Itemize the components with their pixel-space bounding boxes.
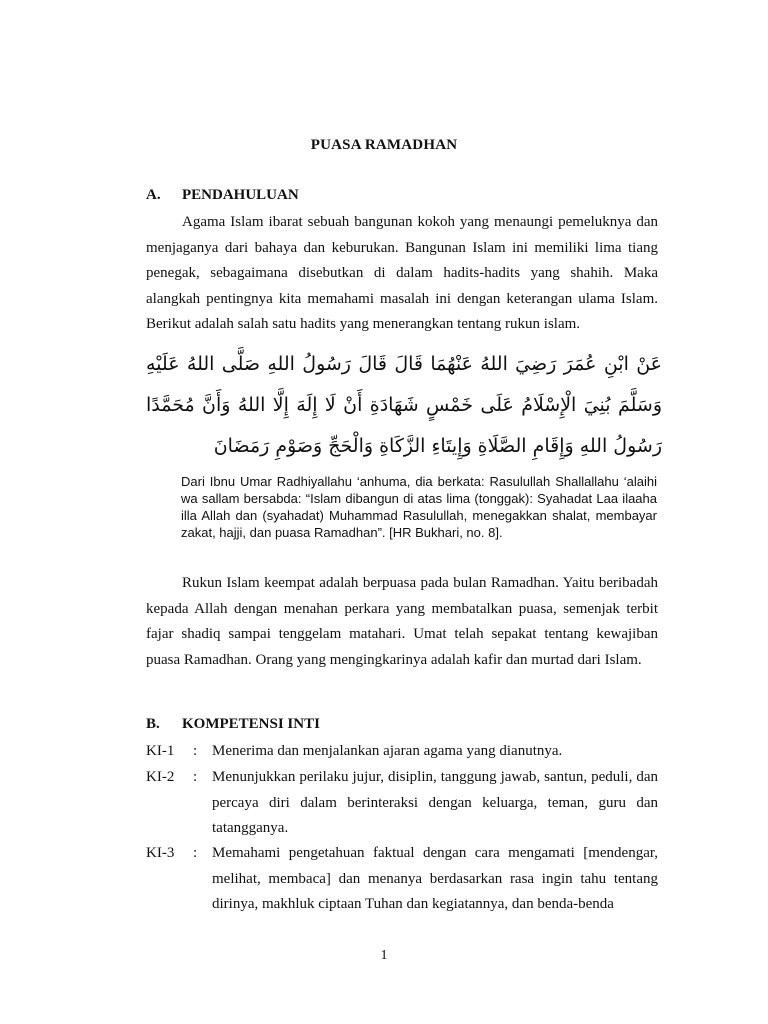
section-b-heading <box>146 716 320 733</box>
ki-text: Memahami pengetahuan faktual dengan cara mengamati [mendengar, melihat, membaca] dan menanya berdasarkan rasa ingin tahu tentang dirinya, makhluk ciptaan Tuhan dan kegiatannya, dan benda-benda <box>212 845 658 912</box>
ki-separator: : <box>193 743 198 759</box>
ki-separator: : <box>193 845 198 861</box>
page-title: PUASA RAMADHAN <box>310 137 458 153</box>
section-a-title: PENDAHULUAN <box>182 187 299 203</box>
ki-text: Menunjukkan perilaku jujur, disiplin, tanggung jawab, santun, peduli, dan percaya diri dalam berinteraksi dengan keluarga, teman, guru dan tatangganya. <box>212 769 658 836</box>
hadith-translation: Dari Ibnu Umar Radhiyallahu ‘anhuma, dia berkata: Rasulullah Shallallahu ‘alaihi wa sallam bersabda: “Islam dibangun di atas lima (tonggak): Syahadat Laa ilaaha illa Allah dan (syahadat) Muhammad Rasulullah, menegakkan shalat, membayar zakat, hajji, dan puasa Ramadhan”. [HR Bukhari, no. 8]. <box>181 474 657 540</box>
section-b-number: B. <box>146 716 160 732</box>
ki-text: Menerima dan menjalankan ajaran agama yang dianutnya. <box>212 743 563 759</box>
section-a-heading <box>146 187 299 204</box>
ki-code: KI-1 <box>146 743 175 759</box>
rukun-paragraph: Rukun Islam keempat adalah berpuasa pada bulan Ramadhan. Yaitu beribadah kepada Allah dengan menahan perkara yang membatalkan puasa, semenjak terbit fajar shadiq sampai tenggelam matahari. Umat telah sepakat tentang kewajiban puasa Ramadhan. Orang yang mengingkarinya adalah kafir dan murtad dari Islam. <box>146 575 658 668</box>
ki-code: KI-2 <box>146 769 175 785</box>
ki-separator: : <box>193 769 198 785</box>
section-b-title: KOMPETENSI INTI <box>182 716 320 732</box>
arabic-hadith: عَنْ ابْنِ عُمَرَ رَضِيَ اللهُ عَنْهُمَا قَالَ قَالَ رَسُولُ اللهِ صَلَّى اللهُ عَلَيْهِ وَسَلَّمَ بُنِيَ الْإِسْلَامُ عَلَى خَمْسٍ شَهَادَةِ أَنْ لَا إِلَهَ إِلَّا اللهُ وَأَنَّ مُحَمَّدًا رَسُولُ اللهِ وَإِقَامِ الصَّلَاةِ وَإِيتَاءِ الزَّكَاةِ وَالْحَجِّ وَصَوْمِ رَمَضَانَ <box>146 353 662 457</box>
intro-paragraph: Agama Islam ibarat sebuah bangunan kokoh yang menaungi pemeluknya dan menjaganya dari bahaya dan keburukan. Bangunan Islam ini memiliki lima tiang penegak, sebagaimana disebutkan di dalam hadits-hadits yang shahih. Maka alangkah pentingnya kita memahami masalah ini dengan keterangan ulama Islam. Berikut adalah salah satu hadits yang menerangkan tentang rukun islam. <box>146 214 658 332</box>
ki-code: KI-3 <box>146 845 175 861</box>
section-a-number: A. <box>146 187 161 203</box>
page-number: 1 <box>380 948 388 963</box>
